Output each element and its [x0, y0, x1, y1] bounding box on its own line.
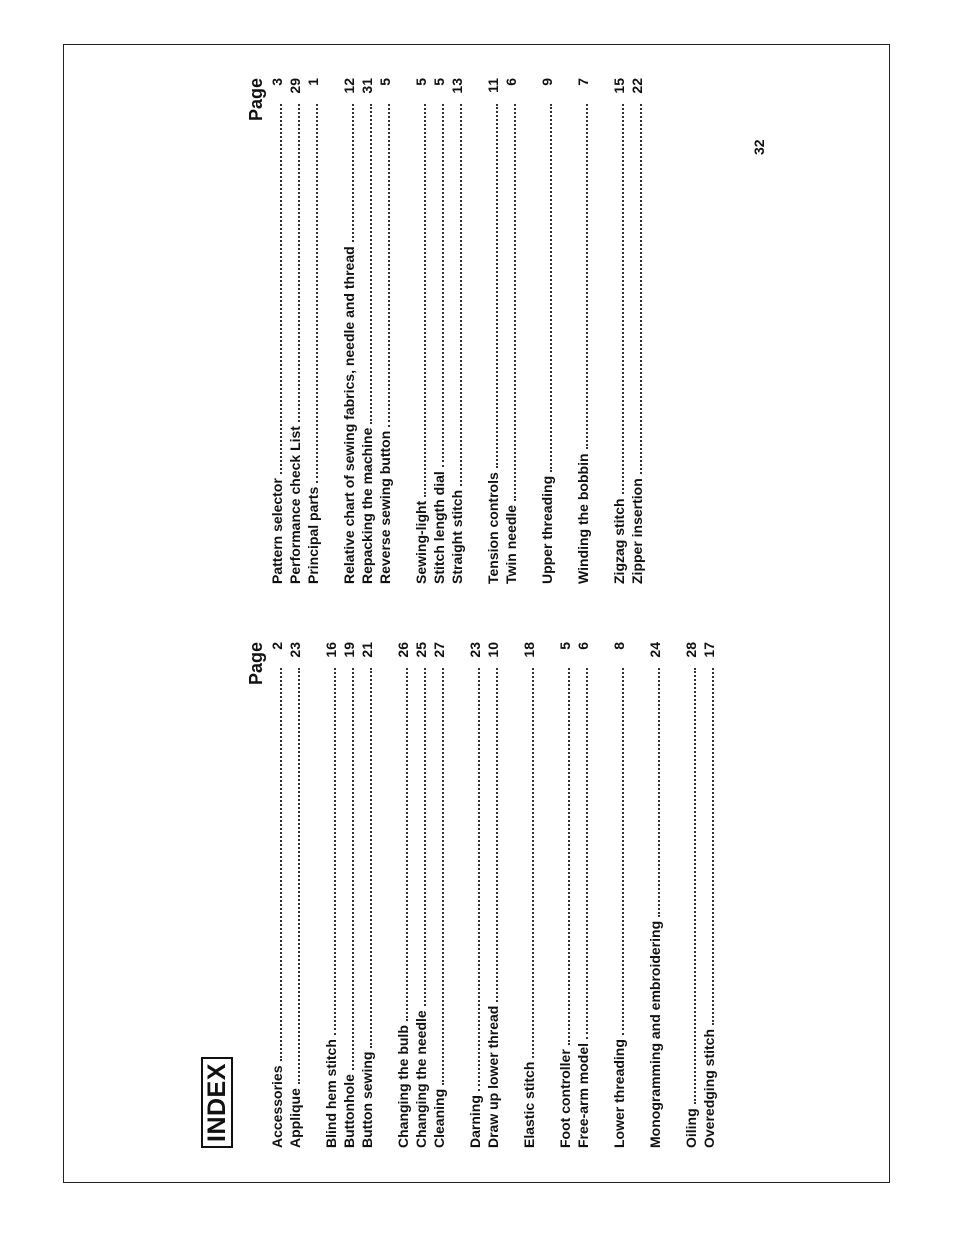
index-entry-page: 5	[557, 642, 573, 650]
index-entry	[574, 642, 592, 1148]
dot-leader	[370, 104, 372, 424]
index-entry-page: 19	[341, 642, 357, 658]
index-group	[520, 642, 538, 1148]
dot-leader	[424, 668, 426, 1006]
index-entry	[304, 78, 322, 584]
rotated-index-page	[63, 44, 890, 1183]
index-entry	[430, 78, 448, 584]
index-entry-label: Principal parts	[305, 486, 321, 584]
index-entry	[556, 642, 574, 1148]
index-entry	[358, 642, 376, 1148]
index-entry-label: Stitch length dial	[431, 471, 447, 584]
index-entry-page: 27	[431, 642, 447, 658]
index-entry	[340, 78, 358, 584]
index-entry-label: Zipper insertion	[629, 478, 645, 584]
index-entry-label: Overedging stitch	[701, 1028, 717, 1148]
index-entry-label: Changing the needle	[413, 1010, 429, 1148]
index-entry	[394, 642, 412, 1148]
dot-leader	[352, 668, 354, 1070]
index-entry-page: 3	[269, 78, 285, 86]
index-entry-page: 6	[503, 78, 519, 86]
index-entry-page: 13	[449, 78, 465, 94]
index-group	[538, 78, 556, 584]
index-entry-page: 31	[359, 78, 375, 94]
index-entry-label: Changing the bulb	[395, 1025, 411, 1148]
dot-leader	[712, 668, 714, 1025]
index-entry-page: 29	[287, 78, 303, 94]
index-entry	[376, 78, 394, 584]
index-entry-page: 10	[485, 642, 501, 658]
index-entry	[466, 642, 484, 1148]
index-entry-label: Pattern selector	[269, 478, 285, 584]
index-entry-label: Applique	[287, 1088, 303, 1148]
index-entry	[574, 78, 592, 584]
index-entry	[628, 78, 646, 584]
index-entry	[484, 642, 502, 1148]
index-entry-label: Elastic stitch	[521, 1061, 537, 1148]
index-entry-page: 5	[413, 78, 429, 86]
index-entry-label: Draw up lower thread	[485, 1005, 501, 1148]
dot-leader	[334, 668, 336, 1035]
index-title: INDEX	[201, 1057, 233, 1148]
dot-leader	[280, 668, 282, 1061]
index-entry-page: 6	[575, 642, 591, 650]
index-entry-label: Lower threading	[611, 1039, 627, 1148]
index-entry	[340, 642, 358, 1148]
index-entry	[412, 78, 430, 584]
index-entry-page: 12	[341, 78, 357, 94]
dot-leader	[694, 668, 696, 1104]
dot-leader	[568, 668, 570, 1045]
index-entry-page: 1	[305, 78, 321, 86]
index-entry-label: Tension controls	[485, 472, 501, 584]
index-entry-label: Cleaning	[431, 1088, 447, 1148]
index-group	[394, 642, 448, 1148]
dot-leader	[460, 104, 462, 486]
index-entry-label: Twin needle	[503, 504, 519, 584]
dot-leader	[658, 668, 660, 917]
index-entry-page: 23	[467, 642, 483, 658]
index-entry-page: 5	[431, 78, 447, 86]
dot-leader	[406, 668, 408, 1021]
index-entry-label: Winding the bobbin	[575, 453, 591, 584]
dot-leader	[424, 104, 426, 497]
index-entry	[484, 78, 502, 584]
index-group	[610, 78, 646, 584]
index-entry-page: 23	[287, 642, 303, 658]
index-group	[268, 642, 304, 1148]
index-entry-page: 25	[413, 642, 429, 658]
index-group	[466, 642, 502, 1148]
index-group	[574, 78, 592, 584]
index-entry	[610, 78, 628, 584]
page-column-heading-right: Page	[246, 78, 266, 122]
dot-leader	[640, 104, 642, 474]
index-entry	[286, 78, 304, 584]
index-entry-page: 21	[359, 642, 375, 658]
index-entry-label: Buttonhole	[341, 1074, 357, 1148]
dot-leader	[298, 104, 300, 422]
index-entry	[268, 642, 286, 1148]
index-entry	[412, 642, 430, 1148]
dot-leader	[388, 104, 390, 427]
index-entry	[448, 78, 466, 584]
index-entry-page: 9	[539, 78, 555, 86]
index-entry	[646, 642, 664, 1148]
index-entry-page: 28	[683, 642, 699, 658]
page-column-heading-left: Page	[246, 642, 266, 686]
dot-leader	[586, 668, 588, 1039]
dot-leader	[496, 668, 498, 1002]
index-entry-label: Button sewing	[359, 1051, 375, 1148]
index-entry	[682, 642, 700, 1148]
index-entry-label: Reverse sewing button	[377, 430, 393, 584]
index-entry-page: 16	[323, 642, 339, 658]
index-group	[646, 642, 664, 1148]
index-group	[268, 78, 322, 584]
dot-leader	[550, 104, 552, 472]
index-group	[340, 78, 394, 584]
dot-leader	[496, 104, 498, 468]
dot-leader	[280, 104, 282, 474]
index-entries-right	[268, 78, 664, 584]
index-group	[556, 642, 592, 1148]
dot-leader	[442, 104, 444, 467]
dot-leader	[442, 668, 444, 1085]
index-entry-page: 5	[377, 78, 393, 86]
index-entry	[322, 642, 340, 1148]
dot-leader	[586, 104, 588, 449]
index-entry	[700, 642, 718, 1148]
index-entry-page: 8	[611, 642, 627, 650]
dot-leader	[478, 668, 480, 1091]
index-group	[412, 78, 466, 584]
index-entries-left	[268, 642, 736, 1148]
index-entry-page: 2	[269, 642, 285, 650]
index-entry	[610, 642, 628, 1148]
index-entry	[538, 78, 556, 584]
index-entry-label: Oiling	[683, 1108, 699, 1148]
index-entry-label: Darning	[467, 1095, 483, 1148]
index-entry-label: Performance check List	[287, 426, 303, 584]
index-entry-label: Upper threading	[539, 475, 555, 584]
dot-leader	[622, 668, 624, 1035]
index-entry	[358, 78, 376, 584]
index-entry-label: Straight stitch	[449, 489, 465, 584]
index-entry-page: 22	[629, 78, 645, 94]
index-entry-label: Blind hem stitch	[323, 1039, 339, 1148]
index-entry-page: 17	[701, 642, 717, 658]
dot-leader	[514, 104, 516, 501]
index-entry-label: Zigzag stitch	[611, 498, 627, 584]
index-entry-page: 26	[395, 642, 411, 658]
index-entry	[430, 642, 448, 1148]
index-entry	[286, 642, 304, 1148]
index-entry-label: Sewing-light	[413, 500, 429, 584]
index-entry-label: Free-arm model	[575, 1042, 591, 1148]
dot-leader	[298, 668, 300, 1084]
index-entry-label: Relative chart of sewing fabrics, needle and thread	[341, 246, 357, 584]
dot-leader	[370, 668, 372, 1048]
dot-leader	[622, 104, 624, 494]
page-number: 32	[751, 139, 767, 155]
index-entry-label: Foot controller	[557, 1049, 573, 1148]
index-entry-page: 18	[521, 642, 537, 658]
index-entry-label: Monogramming and embroidering	[647, 920, 663, 1148]
dot-leader	[532, 668, 534, 1058]
index-entry-label: Repacking the machine	[359, 427, 375, 584]
index-entry-page: 15	[611, 78, 627, 94]
index-entry-page: 11	[485, 78, 501, 93]
index-group	[682, 642, 718, 1148]
index-entry-page: 7	[575, 78, 591, 86]
index-entry	[502, 78, 520, 584]
index-group	[484, 78, 520, 584]
dot-leader	[352, 104, 354, 242]
index-entry-label: Accessories	[269, 1065, 285, 1148]
index-entry-page: 24	[647, 642, 663, 658]
index-entry	[268, 78, 286, 584]
index-group	[610, 642, 628, 1148]
index-group	[322, 642, 376, 1148]
index-entry	[520, 642, 538, 1148]
dot-leader	[316, 104, 318, 483]
